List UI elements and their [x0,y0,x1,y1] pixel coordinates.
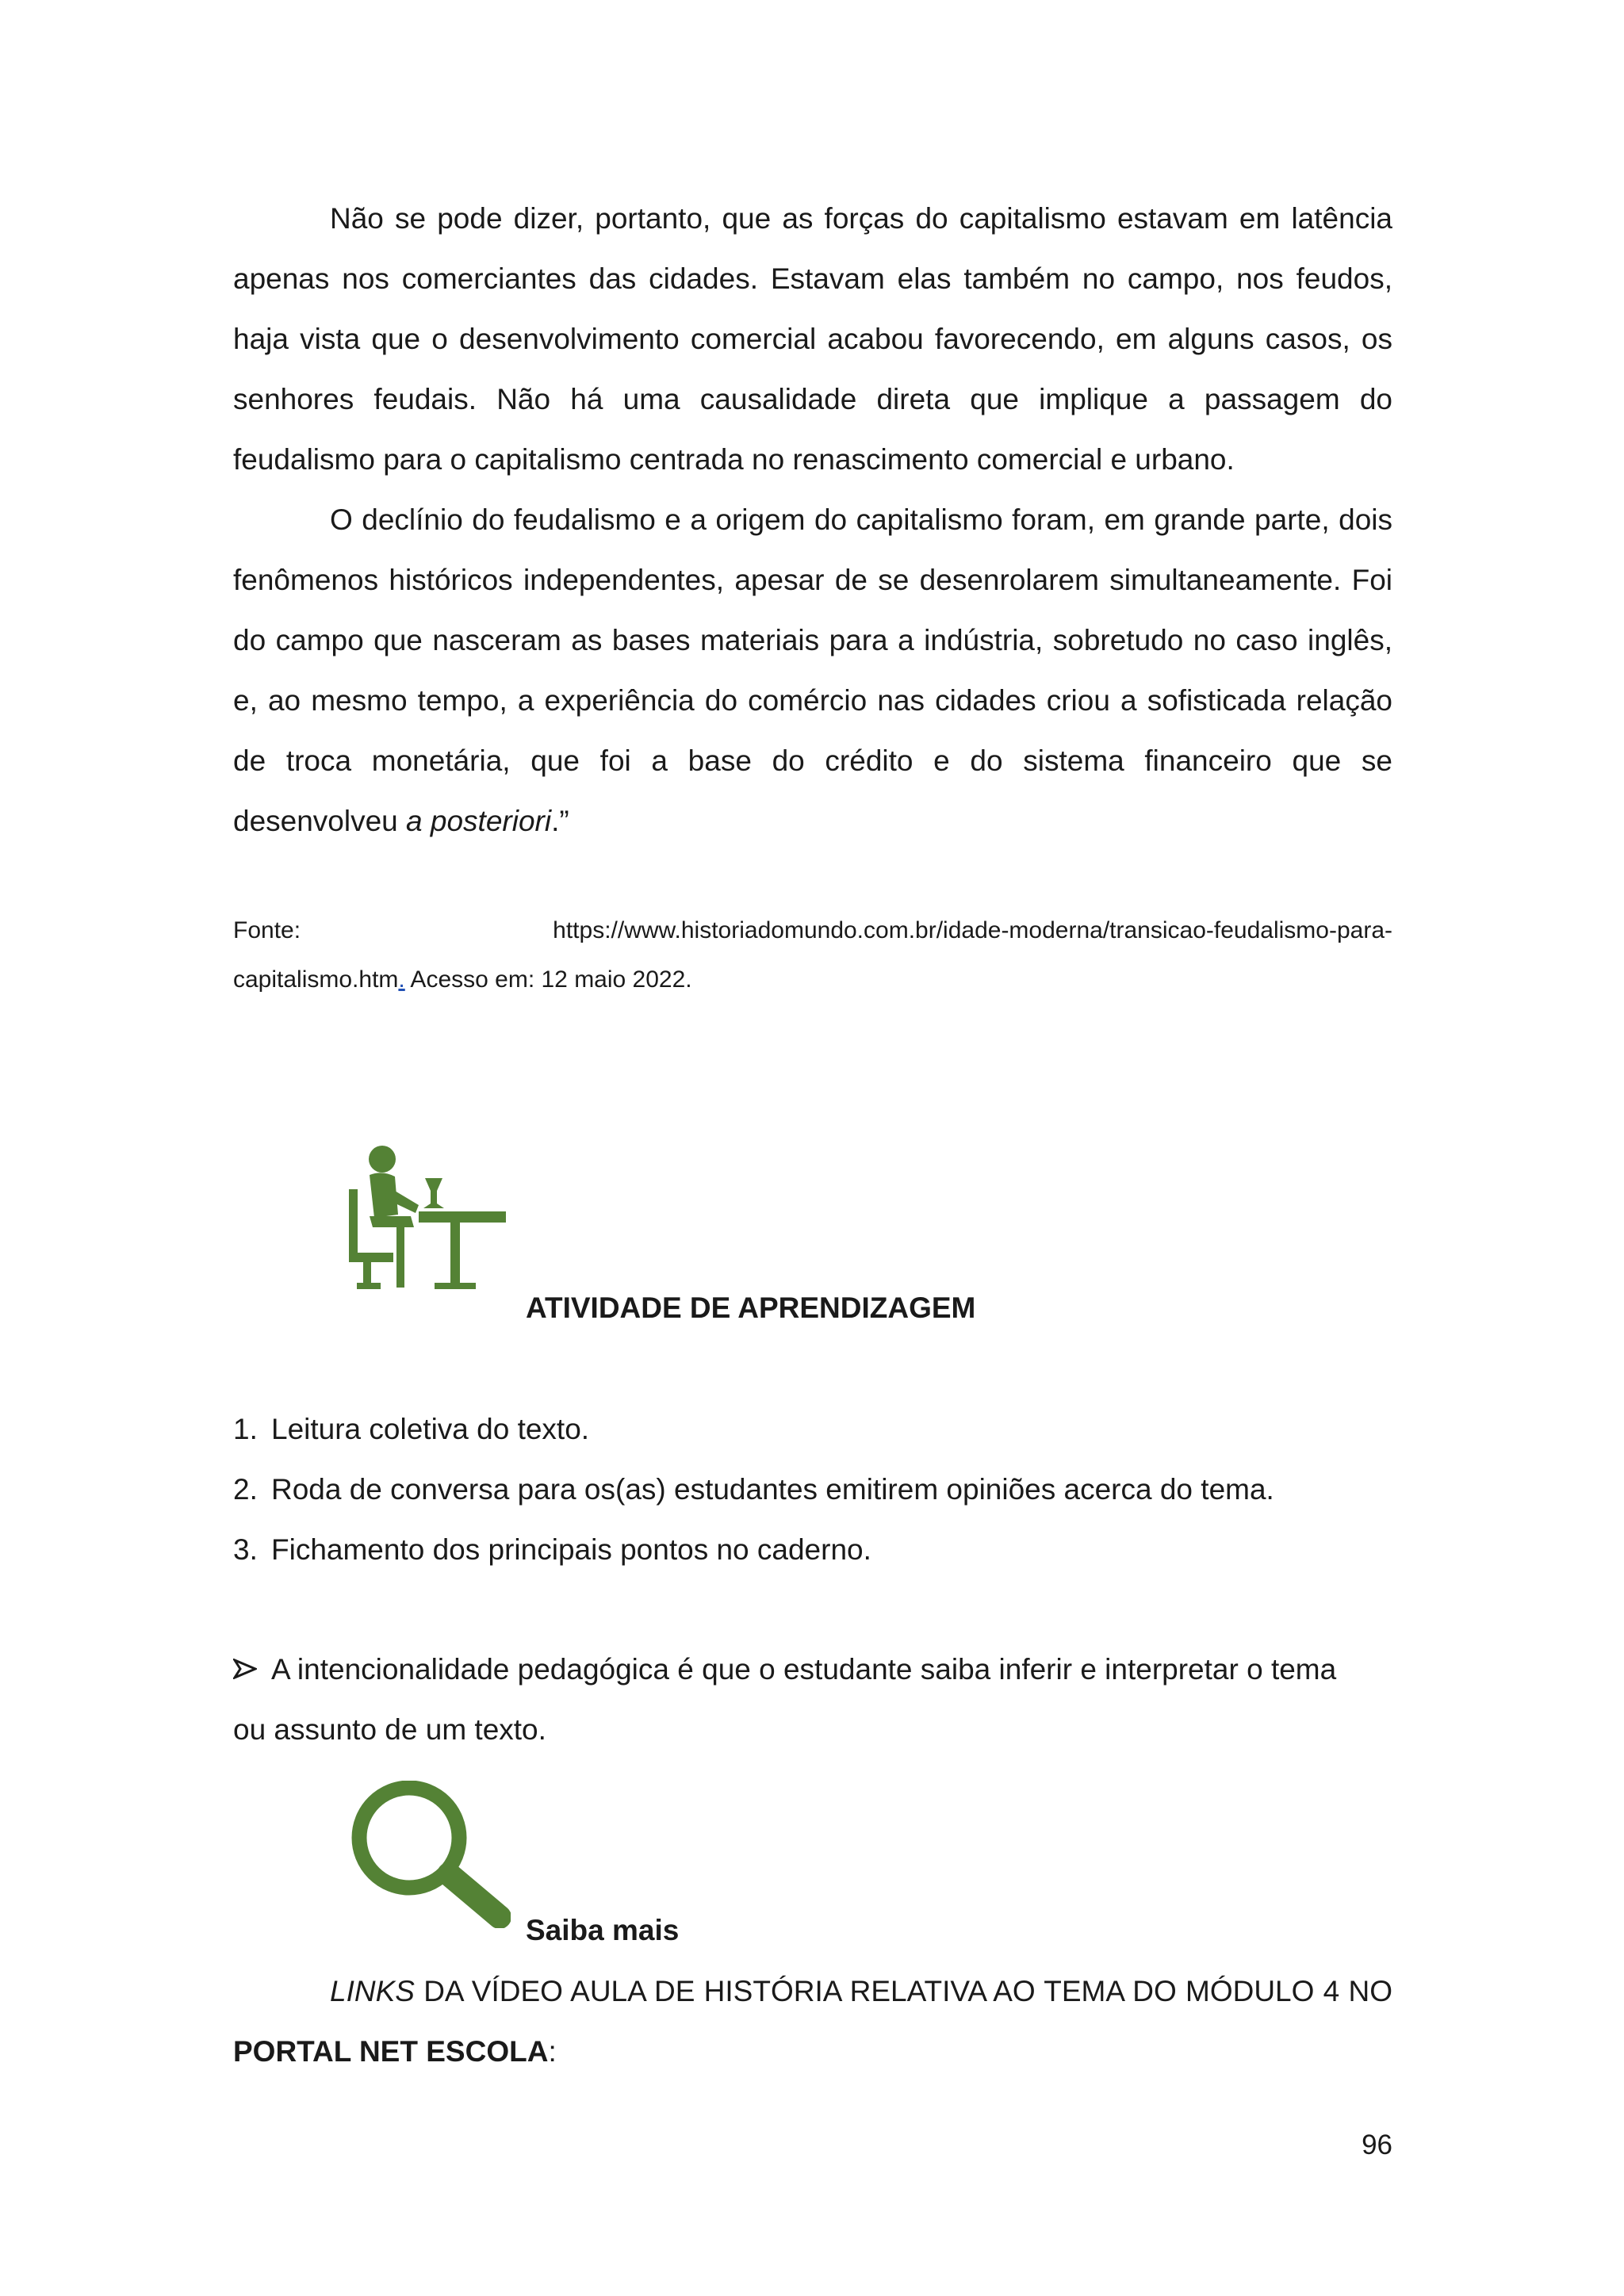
person-at-desk-icon [346,1142,509,1294]
paragraph-2 [233,490,1392,851]
pedagogical-note [233,1640,1375,1760]
source-dot-link[interactable]: . [398,966,405,993]
source-label: Fonte: [233,917,301,943]
pedagogical-note-block [233,1640,1375,1760]
activity-title: ATIVIDADE DE APRENDIZAGEM [526,1292,976,1324]
page-number: 96 [1362,2130,1392,2160]
list-item [233,1520,1392,1580]
body-text-block [233,189,1392,851]
steps-list [233,1399,1392,1580]
links-paragraph [233,1961,1392,2082]
list-item [233,1399,1392,1460]
saiba-mais-title: Saiba mais [526,1914,680,1946]
pedagogical-note-text: A intencionalidade pedagógica é que o estudante saiba inferir e interpretar o tema ou assunto de um texto. [233,1653,1337,1746]
step-number: 1. [233,1413,258,1445]
list-item [233,1460,1392,1520]
source-citation [233,906,1392,1004]
step-text: Fichamento dos principais pontos no caderno. [271,1533,871,1566]
source-url-link[interactable]: https://www.historiadomundo.com.br/idade-moderna/transicao-feudalismo-para-capitalismo.htm [233,917,1392,993]
portal-end: : [548,2035,557,2068]
portal-name: PORTAL NET ESCOLA [233,2035,549,2068]
paragraph-2-end: .” [551,805,569,837]
paragraph-1: Não se pode dizer, portanto, que as forças do capitalismo estavam em latência apenas nos comerciantes das cidades. Estavam elas também no campo, nos feudos, haja vista que o desenvolvimento comercial acabou favorecendo, em alguns casos, os senhores feudais. Não há uma causalidade direta que implique a passagem do feudalismo para o capitalismo centrada no renascimento comercial e urbano. [233,202,1392,476]
step-number: 2. [233,1473,258,1506]
links-italic: LINKS [330,1975,415,2007]
links-text: DA VÍDEO AULA DE HISTÓRIA RELATIVA AO TEMA DO MÓDULO 4 NO [414,1975,1392,2007]
source-line [233,906,1392,1004]
magnifier-icon [344,1781,511,1928]
arrow-bullet-icon [233,1659,257,1679]
paragraph-2-italic: a posteriori [406,805,552,837]
step-number: 3. [233,1533,258,1566]
activity-steps [233,1399,1392,1580]
step-text: Roda de conversa para os(as) estudantes emitirem opiniões acerca do tema. [271,1473,1274,1506]
source-access: Acesso em: 12 maio 2022. [404,966,692,993]
paragraph-2-text: O declínio do feudalismo e a origem do capitalismo foram, em grande parte, dois fenômenos históricos independentes, apesar de se desenrolarem simultaneamente. Foi do campo que nasceram as bases materiais para a indústria, sobretudo no caso inglês, e, ao mesmo tempo, a experiência do comércio nas cidades criou a sofisticada relação de troca monetária, que foi a base do crédito e do sistema financeiro que se desenvolveu [233,503,1392,837]
step-text: Leitura coletiva do texto. [271,1413,590,1445]
saiba-mais-text [233,1961,1392,2082]
